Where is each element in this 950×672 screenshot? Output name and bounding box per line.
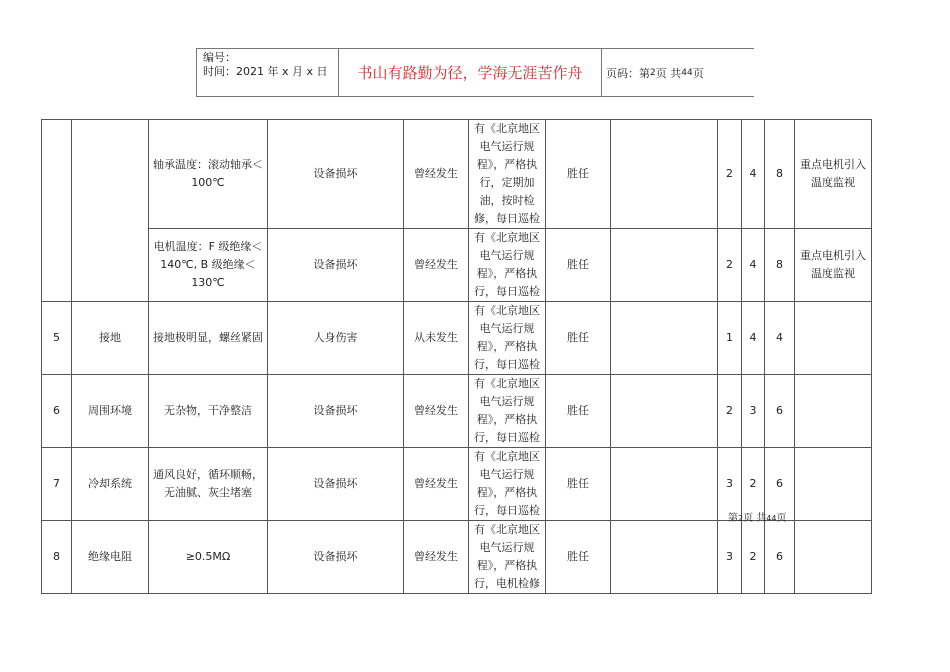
measures-cell: 有《北京地区电气运行规程》，严格执行，每日巡检 [469,229,546,302]
severity-cell: 2 [742,521,765,594]
measures-cell: 有《北京地区电气运行规程》，严格执行，定期加油，按时检修，每日巡检 [469,120,546,229]
page-header [196,48,754,97]
occurrence-cell: 曾经发生 [404,521,469,594]
page-indicator: 页码：第 2 页 共 44 页 [606,66,704,80]
hazard-cell: 设备损坏 [268,375,404,448]
check-item [72,120,149,302]
remark-cell [795,302,872,375]
occurrence-cell: 从未发生 [404,302,469,375]
measures-cell: 有《北京地区电气运行规程》，严格执行，每日巡检 [469,302,546,375]
check-item: 周围环境 [72,375,149,448]
number-label: 编号： [203,51,236,64]
competence-cell: 胜任 [546,302,611,375]
remark-cell [795,521,872,594]
check-item: 绝缘电阻 [72,521,149,594]
standard-cell: 轴承温度：滚动轴承＜100℃ [149,120,268,229]
risk-cell: 4 [765,302,795,375]
risk-cell: 6 [765,375,795,448]
table-row [42,120,872,229]
risk-cell: 6 [765,448,795,521]
standard-cell: 电机温度：F 级绝缘＜140℃, B 级绝缘＜130℃ [149,229,268,302]
likelihood-cell: 2 [718,120,742,229]
likelihood-cell: 1 [718,302,742,375]
row-number: 5 [42,302,72,375]
risk-cell: 6 [765,521,795,594]
page-footer: 第2页 共44页 [728,513,787,524]
occurrence-cell: 曾经发生 [404,448,469,521]
hazard-cell: 设备损坏 [268,448,404,521]
measures-cell: 有《北京地区电气运行规程》，严格执行，每日巡检 [469,448,546,521]
table-row [42,302,872,375]
competence-cell: 胜任 [546,120,611,229]
row-number: 6 [42,375,72,448]
table-row [42,229,872,302]
remark-cell [795,375,872,448]
hazard-cell: 设备损坏 [268,229,404,302]
row-number: 7 [42,448,72,521]
time-label: 时间：2021 年 x 月 x 日 [203,65,328,78]
measures-cell: 有《北京地区电气运行规程》，严格执行，每日巡检 [469,375,546,448]
header-meta [196,49,338,96]
blank-cell [611,448,718,521]
severity-cell: 4 [742,302,765,375]
blank-cell [611,375,718,448]
competence-cell: 胜任 [546,375,611,448]
table-row [42,375,872,448]
likelihood-cell: 2 [718,375,742,448]
competence-cell: 胜任 [546,229,611,302]
occurrence-cell: 曾经发生 [404,375,469,448]
severity-cell: 3 [742,375,765,448]
blank-cell [611,120,718,229]
occurrence-cell: 曾经发生 [404,229,469,302]
competence-cell: 胜任 [546,521,611,594]
severity-cell: 4 [742,229,765,302]
row-number [42,120,72,302]
hazard-cell: 人身伤害 [268,302,404,375]
hazard-cell: 设备损坏 [268,120,404,229]
check-item: 冷却系统 [72,448,149,521]
occurrence-cell: 曾经发生 [404,120,469,229]
standard-cell: 接地极明显，螺丝紧固 [149,302,268,375]
likelihood-cell: 2 [718,229,742,302]
competence-cell: 胜任 [546,448,611,521]
blank-cell [611,302,718,375]
hazard-cell: 设备损坏 [268,521,404,594]
severity-cell: 4 [742,120,765,229]
motto: 书山有路勤为径，学海无涯苦作舟 [338,49,602,96]
risk-cell: 8 [765,229,795,302]
remark-cell: 重点电机引入温度监视 [795,120,872,229]
remark-cell [795,448,872,521]
measures-cell: 有《北京地区电气运行规程》，严格执行，电机检修 [469,521,546,594]
row-number: 8 [42,521,72,594]
table-row [42,521,872,594]
remark-cell: 重点电机引入温度监视 [795,229,872,302]
likelihood-cell: 3 [718,448,742,521]
standard-cell: 无杂物，干净整洁 [149,375,268,448]
risk-cell: 8 [765,120,795,229]
likelihood-cell: 3 [718,521,742,594]
blank-cell [611,521,718,594]
standard-cell: ≥0.5MΩ [149,521,268,594]
blank-cell [611,229,718,302]
severity-cell: 2 [742,448,765,521]
check-item: 接地 [72,302,149,375]
standard-cell: 通风良好，循环顺畅，无油腻、灰尘堵塞 [149,448,268,521]
